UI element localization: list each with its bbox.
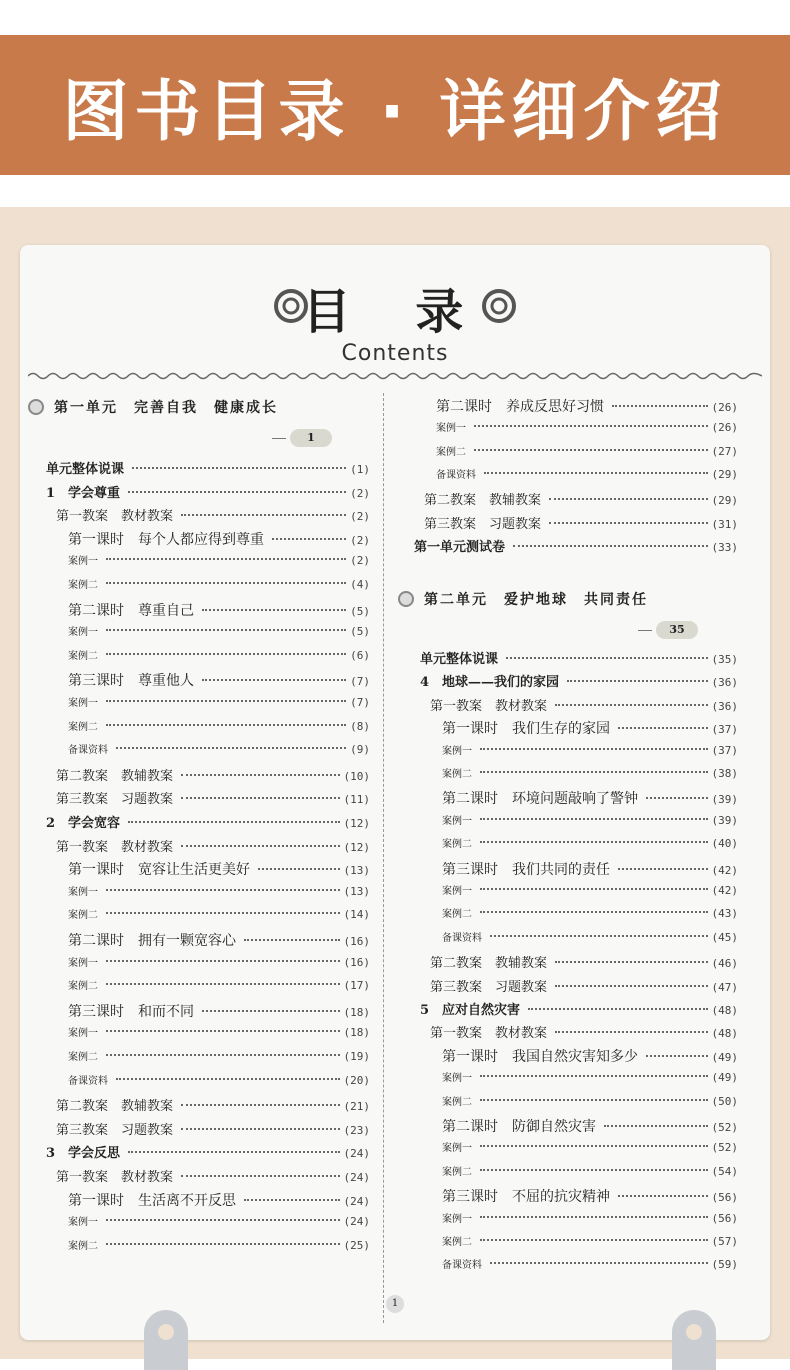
toc-entry bbox=[56, 1095, 370, 1114]
toc-entry bbox=[420, 671, 738, 690]
toc-entry bbox=[56, 836, 370, 855]
toc-header bbox=[20, 273, 770, 342]
toc-entry-label: 案例二 bbox=[68, 1052, 98, 1063]
toc-entry-label: 3 学会反思 bbox=[46, 1146, 121, 1162]
toc-entry-page: (37) bbox=[711, 743, 738, 757]
toc-entry bbox=[436, 443, 738, 458]
leader-dots bbox=[528, 1008, 707, 1010]
toc-entry-page: (19) bbox=[343, 1050, 370, 1063]
toc-entry bbox=[68, 1001, 370, 1021]
toc-entry bbox=[68, 741, 370, 756]
leader-dots bbox=[181, 1128, 339, 1130]
toc-entry bbox=[442, 1210, 738, 1225]
leader-dots bbox=[106, 629, 346, 631]
toc-entry-page: (27) bbox=[711, 444, 738, 458]
unit-1-label: 第一单元 完善自我 健康成长 bbox=[54, 400, 278, 416]
toc-entry-page: (14) bbox=[343, 908, 370, 922]
toc-entry-page: (2) bbox=[350, 533, 370, 547]
unit-2-label: 第二单元 爱护地球 共同责任 bbox=[424, 592, 648, 608]
leader-dots bbox=[128, 1151, 339, 1153]
toc-entry bbox=[56, 765, 370, 784]
toc-entry bbox=[56, 788, 370, 807]
toc-entry bbox=[442, 1186, 738, 1206]
toc-entry bbox=[442, 929, 738, 944]
leader-dots bbox=[128, 491, 346, 493]
toc-entry-label: 第二课时 养成反思好习惯 bbox=[436, 399, 604, 415]
toc-entry-label: 案例一 bbox=[442, 745, 472, 757]
toc-entry-page: (13) bbox=[343, 864, 370, 878]
leader-dots bbox=[513, 545, 707, 547]
toc-entry bbox=[430, 952, 738, 971]
leader-dots bbox=[106, 582, 346, 584]
toc-entry-page: (24) bbox=[343, 1215, 370, 1229]
toc-entry-page: (33) bbox=[711, 540, 738, 554]
toc-entry-label: 案例一 bbox=[436, 423, 466, 435]
leader-dots bbox=[480, 888, 708, 890]
toc-entry-page: (8) bbox=[350, 719, 370, 733]
toc-entry-page: (49) bbox=[711, 1050, 738, 1064]
unit-circle-icon bbox=[28, 399, 44, 415]
toc-entry-label: 第一教案 教材教案 bbox=[56, 839, 174, 855]
toc-entry-label: 备课资料 bbox=[442, 1260, 482, 1272]
leader-dots bbox=[181, 774, 339, 776]
scroll-ornament-left-icon bbox=[270, 285, 312, 327]
toc-entry-page: (47) bbox=[711, 980, 738, 994]
toc-entry bbox=[442, 882, 738, 897]
toc-entry-page: (37) bbox=[711, 723, 738, 737]
toc-entry bbox=[68, 1072, 370, 1087]
binder-clip-right bbox=[672, 1310, 716, 1370]
leader-dots bbox=[202, 679, 346, 681]
unit-1-heading bbox=[28, 397, 278, 417]
toc-entry-page: (56) bbox=[711, 1211, 738, 1225]
leader-dots bbox=[480, 748, 708, 750]
toc-entry-label: 案例二 bbox=[68, 1240, 98, 1252]
toc-entry-label: 备课资料 bbox=[436, 469, 476, 481]
unit-circle-icon bbox=[398, 591, 414, 607]
column-divider bbox=[383, 393, 384, 1323]
toc-entry-page: (12) bbox=[343, 840, 370, 854]
toc-entry-label: 第一课时 生活离不开反思 bbox=[68, 1192, 236, 1209]
page-number: 1 bbox=[386, 1295, 404, 1313]
toc-entry-label: 第三教案 习题教案 bbox=[424, 516, 542, 532]
toc-entry-page: (57) bbox=[711, 1235, 738, 1248]
toc-entry bbox=[442, 1116, 738, 1136]
leader-dots bbox=[555, 985, 707, 987]
leader-dots bbox=[618, 727, 708, 729]
toc-entry-label: 第三课时 不屈的抗灾精神 bbox=[442, 1189, 610, 1206]
toc-entry-label: 案例一 bbox=[68, 1028, 98, 1040]
toc-entry bbox=[68, 670, 370, 690]
toc-entry bbox=[46, 458, 370, 477]
toc-entry bbox=[68, 859, 370, 879]
toc-entry-label: 案例一 bbox=[442, 1073, 472, 1085]
toc-entry bbox=[46, 1142, 370, 1161]
toc-entry bbox=[442, 765, 738, 780]
toc-entry-page: (36) bbox=[711, 699, 738, 713]
toc-entry bbox=[68, 623, 370, 638]
leader-dots bbox=[128, 821, 339, 823]
toc-entry-page: (10) bbox=[343, 769, 370, 783]
toc-entry bbox=[442, 1163, 738, 1178]
toc-entry bbox=[56, 1166, 370, 1185]
leader-dots bbox=[181, 797, 339, 799]
leader-dots bbox=[480, 841, 708, 843]
toc-entry bbox=[46, 482, 370, 501]
toc-entry-label: 第二教案 教辅教案 bbox=[56, 768, 174, 784]
leader-dots bbox=[484, 472, 708, 474]
toc-entry-label: 案例一 bbox=[442, 815, 472, 827]
toc-entry-page: (13) bbox=[343, 884, 370, 898]
toc-entry-label: 案例一 bbox=[68, 1217, 98, 1229]
toc-entry-page: (24) bbox=[343, 1171, 370, 1184]
toc-entry bbox=[68, 954, 370, 969]
toc-entry-label: 2 学会宽容 bbox=[46, 816, 121, 831]
toc-entry-label: 第三教案 习题教案 bbox=[56, 1122, 174, 1138]
leader-dots bbox=[480, 1239, 708, 1241]
toc-entry-label: 第三课时 尊重他人 bbox=[68, 673, 194, 690]
toc-entry bbox=[442, 1139, 738, 1154]
page-number-footer bbox=[350, 1291, 440, 1311]
toc-entry-label: 第三教案 习题教案 bbox=[56, 792, 174, 808]
toc-entry-label: 案例二 bbox=[442, 909, 472, 921]
toc-entry-page: (39) bbox=[711, 813, 738, 827]
toc-entry bbox=[430, 695, 738, 714]
header-banner bbox=[0, 35, 790, 175]
leader-dots bbox=[490, 1262, 708, 1264]
leader-dots bbox=[549, 522, 707, 524]
leader-dots bbox=[612, 405, 708, 407]
top-margin bbox=[0, 0, 790, 35]
binder-clip-left bbox=[144, 1310, 188, 1370]
toc-entry-page: (5) bbox=[350, 625, 370, 639]
toc-entry-label: 第一教案 教材教案 bbox=[56, 1170, 174, 1185]
toc-entry bbox=[442, 1069, 738, 1084]
toc-entry-page: (46) bbox=[711, 957, 738, 971]
leader-dots bbox=[181, 514, 346, 516]
toc-entry-page: (5) bbox=[350, 604, 370, 618]
toc-entry-page: (43) bbox=[711, 907, 738, 921]
toc-entry-label: 第一教案 教材教案 bbox=[56, 509, 174, 525]
toc-entry-page: (31) bbox=[711, 517, 738, 531]
toc-entry-page: (17) bbox=[343, 979, 370, 993]
toc-page bbox=[20, 245, 770, 1340]
toc-entry-label: 备课资料 bbox=[68, 745, 108, 757]
toc-entry-label: 案例一 bbox=[68, 698, 98, 709]
toc-entry-label: 案例二 bbox=[442, 1237, 472, 1248]
leader-dots bbox=[474, 449, 708, 451]
toc-entry-label: 单元整体说课 bbox=[46, 462, 125, 477]
toc-entry-label: 第三课时 我们共同的责任 bbox=[442, 861, 610, 878]
leader-dots bbox=[106, 983, 340, 985]
leader-dots bbox=[480, 1169, 708, 1171]
toc-entry-page: (48) bbox=[711, 1027, 738, 1041]
toc-entry-label: 5 应对自然灾害 bbox=[420, 1003, 521, 1018]
toc-entry-page: (23) bbox=[343, 1123, 370, 1137]
toc-entry-page: (1) bbox=[350, 463, 370, 476]
toc-title: 目 录 bbox=[302, 284, 488, 340]
toc-entry bbox=[442, 812, 738, 827]
leader-dots bbox=[181, 1175, 339, 1177]
toc-entry bbox=[68, 694, 370, 709]
leader-dots bbox=[555, 704, 707, 706]
toc-entry-label: 案例二 bbox=[68, 910, 98, 922]
leader-dots bbox=[480, 1216, 708, 1218]
toc-entry bbox=[442, 835, 738, 850]
toc-entry bbox=[68, 1237, 370, 1252]
toc-entry bbox=[442, 1256, 738, 1271]
leader-dots bbox=[106, 1030, 340, 1032]
toc-entry-page: (20) bbox=[343, 1073, 370, 1087]
leader-dots bbox=[244, 939, 340, 941]
toc-entry-label: 案例一 bbox=[68, 957, 98, 969]
toc-entry-label: 4 地球——我们的家园 bbox=[420, 675, 560, 691]
toc-entry bbox=[56, 505, 370, 524]
toc-entry-label: 案例二 bbox=[442, 839, 472, 851]
leader-dots bbox=[549, 498, 707, 500]
toc-entry bbox=[430, 1022, 738, 1041]
toc-entry-label: 案例二 bbox=[68, 650, 98, 662]
toc-entry-label: 案例二 bbox=[442, 1166, 472, 1178]
leader-dots bbox=[480, 1145, 708, 1147]
toc-entry bbox=[68, 883, 370, 898]
toc-entry-page: (29) bbox=[711, 467, 738, 481]
leader-dots bbox=[106, 889, 340, 891]
leader-dots bbox=[181, 845, 339, 847]
leader-dots bbox=[474, 425, 708, 427]
toc-entry-page: (18) bbox=[343, 1005, 370, 1019]
toc-entry-page: (21) bbox=[343, 1100, 370, 1114]
toc-entry bbox=[68, 1024, 370, 1039]
toc-entry-label: 第三教案 习题教案 bbox=[430, 979, 548, 995]
leader-dots bbox=[555, 1031, 707, 1033]
leader-dots bbox=[646, 797, 708, 799]
leader-dots bbox=[480, 771, 708, 773]
toc-entry-page: (25) bbox=[343, 1238, 370, 1252]
toc-entry-label: 第二课时 防御自然灾害 bbox=[442, 1119, 596, 1135]
toc-entry-label: 案例一 bbox=[68, 556, 98, 568]
toc-entry-page: (52) bbox=[711, 1141, 738, 1155]
toc-entry-page: (11) bbox=[343, 793, 370, 807]
leader-dots bbox=[181, 1104, 339, 1106]
leader-dots bbox=[106, 724, 346, 726]
toc-entry bbox=[442, 718, 738, 738]
toc-entry-page: (24) bbox=[343, 1194, 370, 1208]
leader-dots bbox=[272, 538, 346, 540]
toc-entry bbox=[442, 859, 738, 879]
toc-entry-label: 第一课时 我们生存的家园 bbox=[442, 721, 610, 738]
leader-dots bbox=[618, 868, 708, 870]
toc-entry-page: (4) bbox=[350, 578, 370, 591]
toc-entry bbox=[68, 930, 370, 950]
toc-entry-page: (42) bbox=[711, 863, 738, 877]
decorative-border-icon bbox=[28, 371, 762, 381]
toc-entry-page: (40) bbox=[711, 837, 738, 851]
toc-entry-page: (59) bbox=[711, 1258, 738, 1272]
toc-entry-page: (2) bbox=[350, 554, 370, 568]
toc-entry bbox=[68, 647, 370, 662]
toc-entry bbox=[46, 812, 370, 831]
toc-entry bbox=[420, 648, 738, 667]
leader-dots bbox=[480, 818, 708, 820]
toc-entry-label: 第二课时 拥有一颗宽容心 bbox=[68, 933, 236, 949]
toc-entry-label: 第一教案 教材教案 bbox=[430, 1026, 548, 1042]
toc-entry-label: 案例二 bbox=[442, 1096, 472, 1108]
leader-dots bbox=[106, 1243, 340, 1245]
toc-entry bbox=[68, 552, 370, 567]
toc-entry bbox=[68, 529, 370, 549]
toc-entry-label: 第二课时 环境问题敲响了警钟 bbox=[442, 791, 638, 808]
leader-dots bbox=[646, 1055, 708, 1057]
toc-entry bbox=[442, 1233, 738, 1248]
toc-entry bbox=[68, 906, 370, 921]
toc-entry-page: (16) bbox=[343, 955, 370, 969]
toc-entry bbox=[442, 1046, 738, 1066]
toc-entry-page: (6) bbox=[350, 648, 370, 662]
toc-entry bbox=[68, 1190, 370, 1210]
toc-subtitle: Contents bbox=[341, 341, 449, 366]
leader-dots bbox=[555, 961, 707, 963]
toc-entry bbox=[68, 1213, 370, 1228]
toc-entry bbox=[442, 905, 738, 920]
toc-entry bbox=[442, 1093, 738, 1108]
toc-entry-page: (36) bbox=[711, 676, 738, 690]
toc-entry-page: (56) bbox=[711, 1191, 738, 1205]
toc-entry-label: 案例一 bbox=[442, 1213, 472, 1225]
leader-dots bbox=[116, 747, 346, 749]
scroll-ornament-right-icon bbox=[478, 285, 520, 327]
toc-entry-page: (50) bbox=[711, 1094, 738, 1108]
toc-entry bbox=[68, 977, 370, 992]
banner-gap bbox=[0, 175, 790, 207]
toc-entry bbox=[420, 999, 738, 1018]
leader-dots bbox=[604, 1125, 708, 1127]
toc-entry-page: (54) bbox=[711, 1164, 738, 1178]
toc-entry-label: 案例一 bbox=[68, 886, 98, 898]
leader-dots bbox=[106, 653, 346, 655]
leader-dots bbox=[480, 911, 708, 913]
toc-entry-label: 第一课时 我国自然灾害知多少 bbox=[442, 1048, 638, 1065]
toc-entry-page: (16) bbox=[343, 935, 370, 948]
toc-entry-label: 案例二 bbox=[68, 721, 98, 733]
leader-dots bbox=[480, 1075, 708, 1077]
unit-1-page-badge: 1 bbox=[290, 429, 332, 447]
toc-entry-label: 单元整体说课 bbox=[420, 652, 499, 667]
leader-dots bbox=[106, 912, 340, 914]
leader-dots bbox=[490, 935, 708, 937]
toc-entry-page: (9) bbox=[350, 743, 370, 757]
leader-dots bbox=[567, 680, 707, 682]
toc-entry bbox=[436, 419, 738, 434]
toc-entry bbox=[68, 718, 370, 733]
leader-dots bbox=[106, 960, 340, 962]
toc-entry-label: 第一单元测试卷 bbox=[414, 539, 506, 555]
toc-entry-label: 第二教案 教辅教案 bbox=[424, 493, 542, 509]
toc-entry-page: (24) bbox=[343, 1147, 370, 1161]
toc-entry bbox=[68, 1048, 370, 1063]
toc-entry-page: (2) bbox=[350, 510, 370, 524]
toc-entry-label: 案例一 bbox=[442, 1143, 472, 1155]
leader-dots bbox=[618, 1195, 708, 1197]
toc-entry-page: (26) bbox=[711, 421, 738, 435]
toc-entry-label: 第一教案 教材教案 bbox=[430, 698, 548, 714]
leader-dots bbox=[244, 1199, 340, 1201]
toc-entry-label: 第一课时 每个人都应得到尊重 bbox=[68, 531, 264, 548]
leader-dots bbox=[106, 558, 346, 560]
leader-dots bbox=[116, 1078, 340, 1080]
leader-dots bbox=[506, 657, 707, 659]
toc-entry-label: 第一课时 宽容让生活更美好 bbox=[68, 862, 250, 879]
toc-entry-label: 1 学会尊重 bbox=[46, 485, 121, 501]
leader-dots bbox=[132, 467, 346, 469]
leader-dots bbox=[202, 1010, 340, 1012]
toc-entry-page: (48) bbox=[711, 1004, 738, 1017]
toc-entry-page: (39) bbox=[711, 793, 738, 807]
toc-entry-label: 案例二 bbox=[442, 769, 472, 780]
toc-entry-page: (7) bbox=[350, 675, 370, 689]
banner-title: 图书目录 · 详细介绍 bbox=[62, 72, 728, 150]
leader-dots bbox=[480, 1099, 708, 1101]
toc-entry-label: 备课资料 bbox=[68, 1075, 108, 1087]
toc-entry-page: (12) bbox=[343, 817, 370, 830]
toc-entry-page: (7) bbox=[350, 696, 370, 709]
toc-entry-label: 第二课时 尊重自己 bbox=[68, 602, 194, 619]
toc-entry-page: (29) bbox=[711, 494, 738, 508]
toc-entry-label: 案例一 bbox=[68, 627, 98, 639]
toc-entry-page: (26) bbox=[711, 401, 738, 414]
leader-dots bbox=[106, 1054, 340, 1056]
leader-dots bbox=[106, 1219, 340, 1221]
toc-entry bbox=[56, 1119, 370, 1138]
toc-entry-label: 备课资料 bbox=[442, 932, 482, 944]
toc-entry bbox=[436, 466, 738, 481]
toc-entry bbox=[430, 976, 738, 995]
toc-entry-page: (18) bbox=[343, 1026, 370, 1040]
toc-entry-page: (42) bbox=[711, 884, 738, 897]
toc-entry bbox=[442, 742, 738, 757]
toc-entry-page: (45) bbox=[711, 930, 738, 944]
toc-entry-label: 第二教案 教辅教案 bbox=[430, 956, 548, 972]
toc-entry-page: (2) bbox=[350, 486, 370, 500]
leader-dots bbox=[202, 609, 346, 611]
toc-entry-label: 案例二 bbox=[436, 446, 466, 458]
toc-entry bbox=[424, 489, 738, 508]
leader-dots bbox=[258, 868, 340, 870]
toc-entry-label: 第三课时 和而不同 bbox=[68, 1003, 194, 1020]
toc-entry-page: (35) bbox=[711, 653, 738, 666]
toc-entry-page: (38) bbox=[711, 767, 738, 780]
toc-entry-page: (52) bbox=[711, 1121, 738, 1134]
toc-entry-page: (49) bbox=[711, 1071, 738, 1085]
toc-entry bbox=[424, 513, 738, 532]
toc-entry-label: 案例一 bbox=[442, 886, 472, 897]
toc-entry-label: 第二教案 教辅教案 bbox=[56, 1099, 174, 1115]
unit-2-page-badge: 35 bbox=[656, 621, 698, 639]
toc-entry bbox=[436, 396, 738, 416]
toc-entry bbox=[68, 600, 370, 620]
toc-entry bbox=[442, 788, 738, 808]
toc-entry-label: 案例二 bbox=[68, 580, 98, 591]
leader-dots bbox=[106, 700, 346, 702]
toc-entry-label: 案例二 bbox=[68, 981, 98, 993]
unit-2-heading bbox=[398, 589, 648, 609]
toc-entry bbox=[414, 536, 738, 555]
toc-entry bbox=[68, 576, 370, 591]
